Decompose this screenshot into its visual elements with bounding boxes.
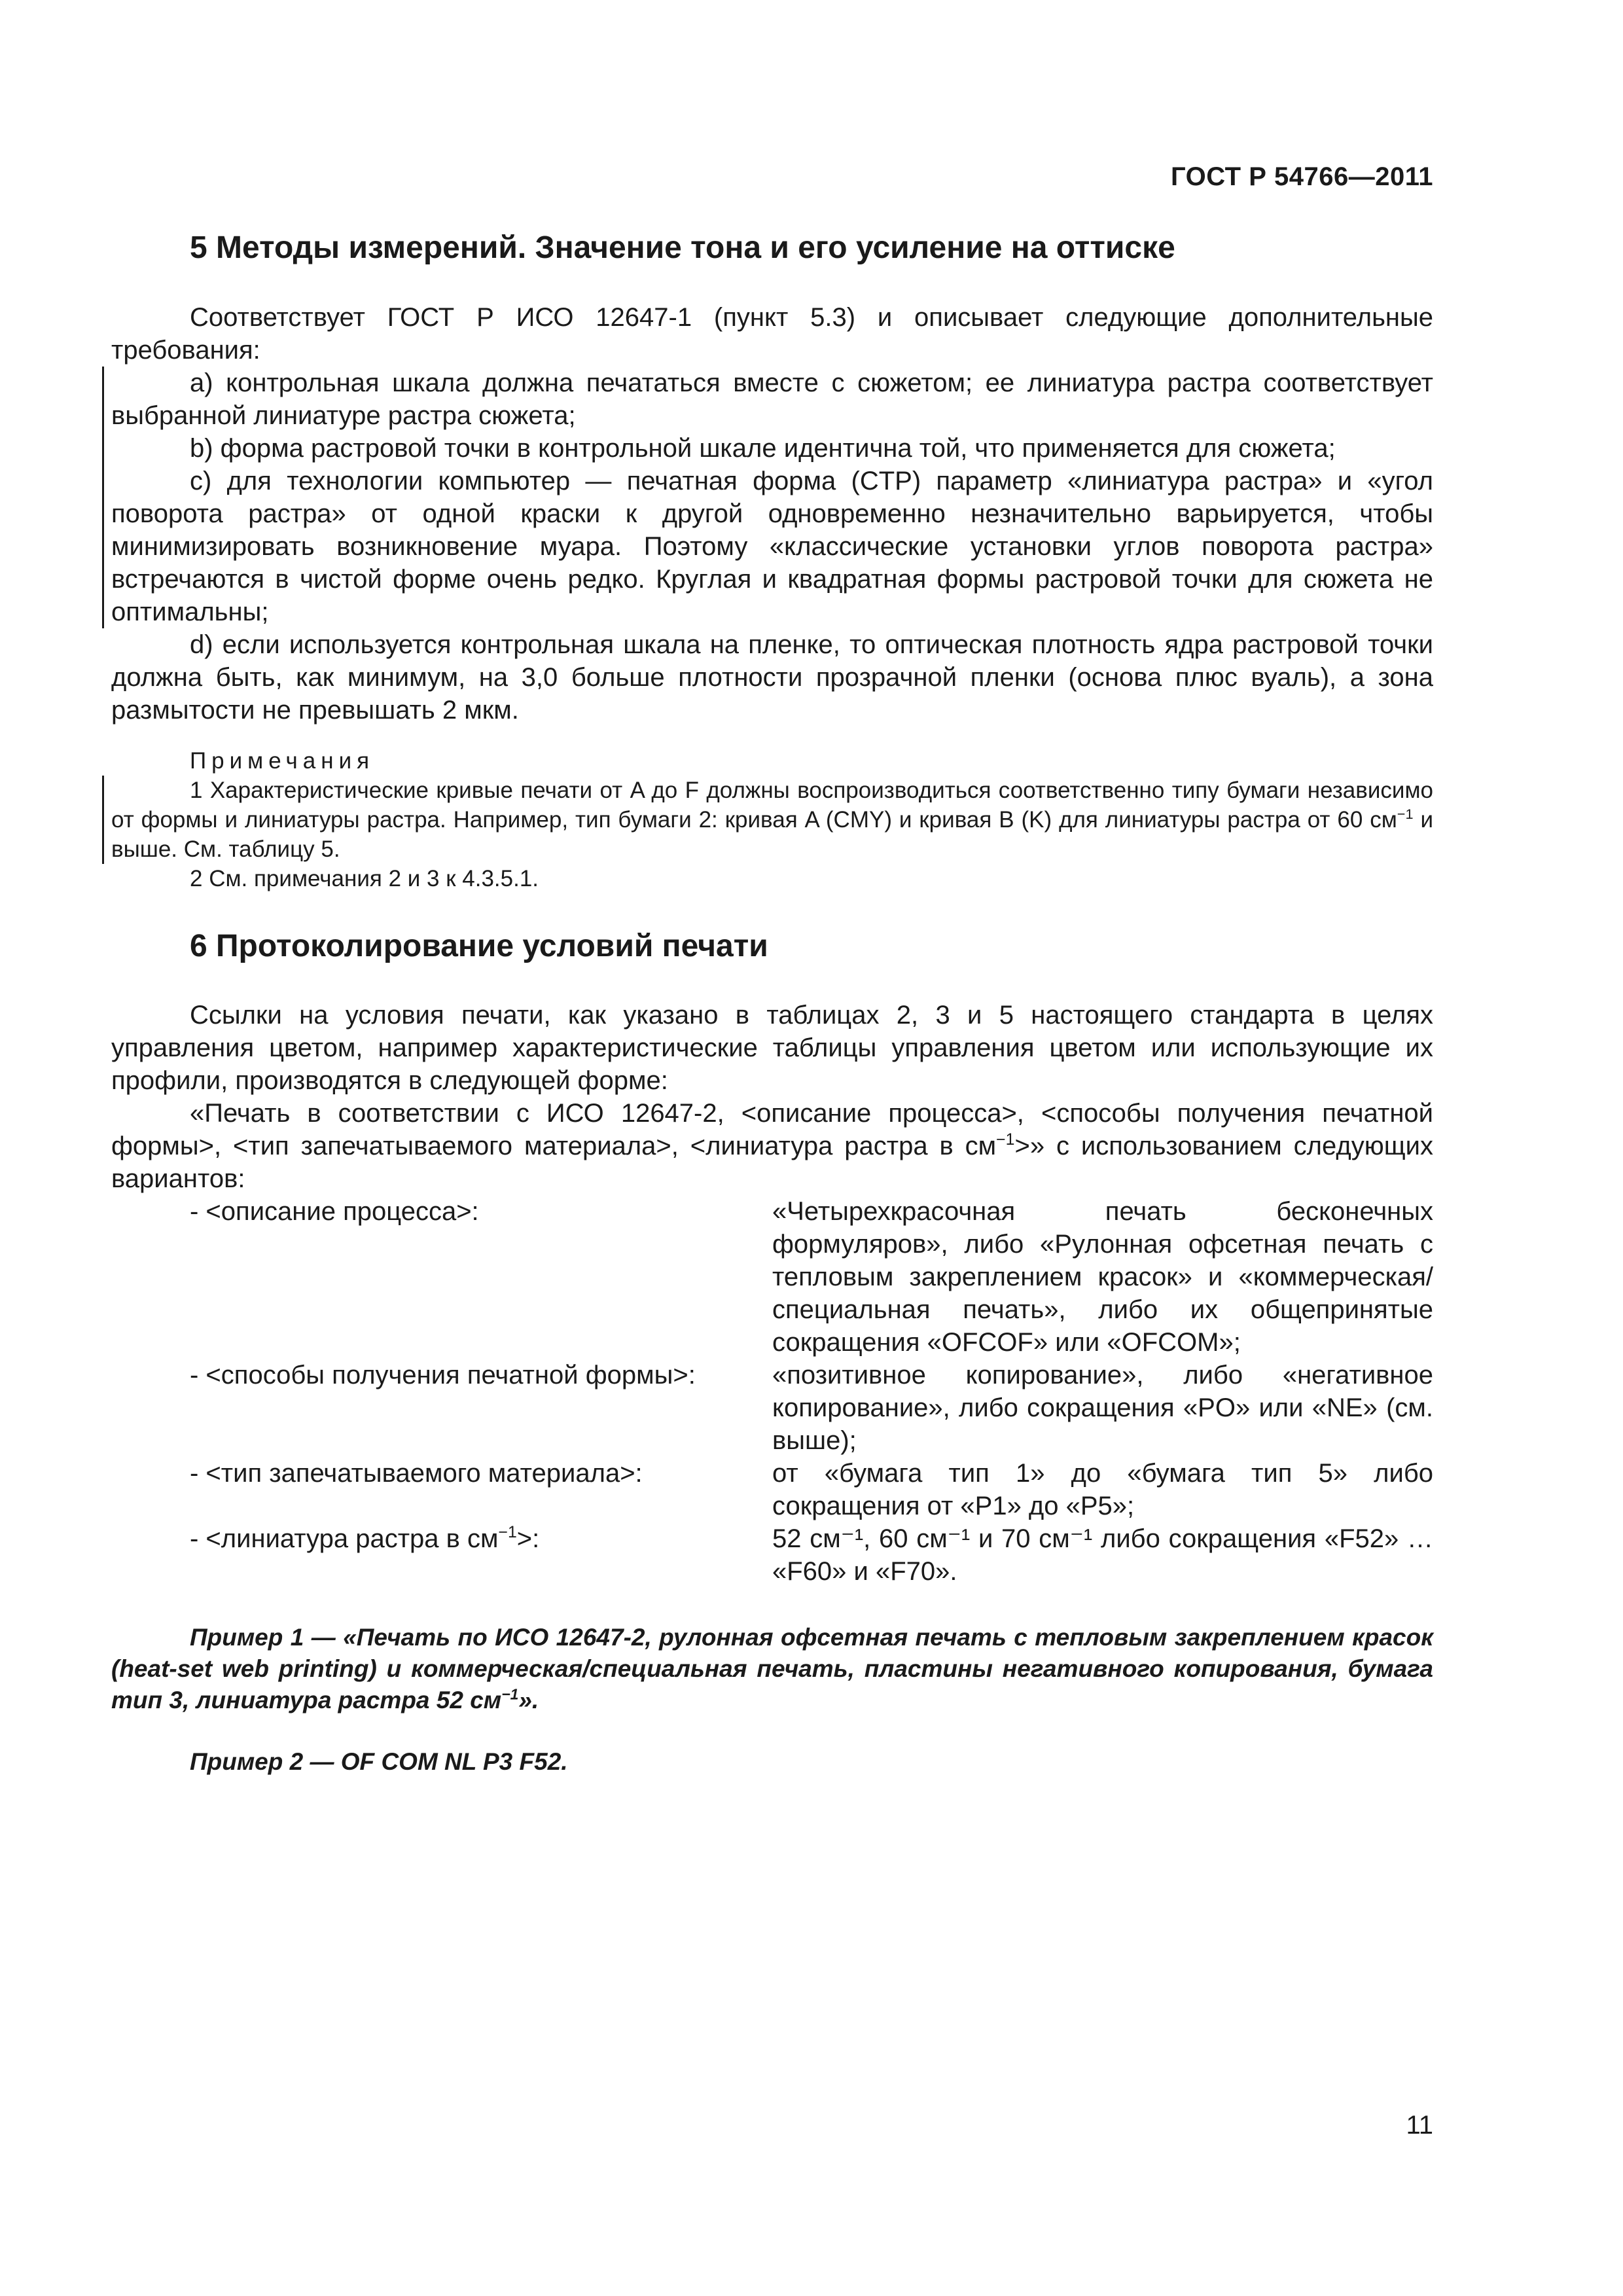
note-1-tail: и выше. См. таблицу 5. [111,806,1434,862]
example-1-text: Пример 1 — «Печать по ИСО 12647-2, рулонная офсетная печать с тепловым закреплением красок (heat-set web printing) и коммерческая/специальная печать, пластины негативного копирования, бумага тип 3, линиатура растра 52 см [111,1624,1433,1714]
para-2-text: «Печать в соответствии с ИСО 12647-2, <описание процесса>, <способы получения печатной формы>, <тип запечатываемого материала>, <линиатура растра в см [111,1099,1433,1161]
section-6-para-2 [111,1097,1433,1195]
doc-number-header: ГОСТ Р 54766—2011 [1171,162,1433,191]
option-name: - <описание процесса>: [190,1197,479,1227]
note-1-sup: −1 [1397,805,1414,822]
option-name: - <тип запечатываемого материала>: [190,1459,643,1488]
option-value: «позитивное копирование», либо «негативное копирование», либо сокращения «PO» или «NE» (см. выше); [772,1361,1433,1456]
revision-bar [102,367,104,628]
para-2-sup: −1 [996,1131,1015,1149]
section-6-title: 6 Протоколирование условий печати [190,928,768,963]
option-value: от «бумага тип 1» до «бумага тип 5» либо сокращения от «P1» до «P5»; [772,1459,1433,1521]
notes-block [111,746,1433,893]
section-6-para-1: Ссылки на условия печати, как указано в таблицах 2, 3 и 5 настоящего стандарта в целях управления цветом, например характеристические таблицы управления цветом или использующие их профили, производятся в следующей форме: [111,1001,1433,1096]
example-1-tail: ». [518,1687,539,1714]
section-5-intro: Соответствует ГОСТ Р ИСО 12647-1 (пункт 5.3) и описывает следующие дополнительные требования: [111,302,1433,365]
example-1 [111,1622,1433,1716]
item-c: c) для технологии компьютер — печатная форма (CTP) параметр «линиатура растра» и «угол поворота растра» от одной краски к другой одновременно незначительно варьируется, чтобы минимизировать возникновение муара. Поэтому «классические установки углов поворота растра» встречаются в чистой форме очень редко. Круглая и квадратная формы растровой точки для сюжета не оптимальны; [111,466,1433,626]
para-2-tail: >» с использованием следующих вариантов: [111,1132,1433,1194]
note-1 [111,776,1433,864]
option-value-4: 52 см⁻¹, 60 см⁻¹ и 70 см⁻¹ либо сокращения «F52» … «F60» и «F70». [772,1524,1433,1587]
notes-title: Примечания [190,747,375,774]
option-4-name-sup: −1 [498,1524,517,1542]
revision-bar [102,776,104,864]
option-name: - <способы получения печатной формы>: [190,1361,696,1390]
page-content [111,229,1433,1778]
example-1-sup: −1 [501,1685,519,1703]
item-d: d) если используется контрольная шкала на пленке, то оптическая плотность ядра растровой точки должна быть, как минимум, на 3,0 больше плотности прозрачной пленки (основа плюс вуаль), а зона размытости не превышать 2 мкм. [111,630,1433,725]
revision-block-1 [111,367,1433,628]
option-4-name-text: - <линиатура растра в см [190,1524,499,1554]
revision-block-2 [111,776,1433,864]
item-b: b) форма растровой точки в контрольной шкале идентична той, что применяется для сюжета; [190,433,1336,463]
example-2: Пример 2 — OF COM NL P3 F52. [190,1748,568,1776]
note-1-text: 1 Характеристические кривые печати от A до F должны воспроизводиться соответственно типу бумаги независимо от формы и линиатуры растра. Например, тип бумаги 2: кривая A (CMY) и кривая B (K) для линиатуры растра от 60 см [111,777,1433,833]
note-2: 2 См. примечания 2 и 3 к 4.3.5.1. [190,865,539,891]
item-a: а) контрольная шкала должна печататься вместе с сюжетом; ее линиатура растра соответствует выбранной линиатуре растра сюжета; [111,368,1433,430]
option-4-name-tail: >: [516,1524,540,1554]
option-value: «Четырехкрасочная печать бесконечных формуляров», либо «Рулонная офсетная печать с тепловым закреплением красок» и «коммерческая/специальная печать», либо их общепринятые сокращения «OFCOF» или «OFCOM»; [772,1197,1433,1357]
options-list [111,1195,1433,1588]
section-5-title: 5 Методы измерений. Значение тона и его усиление на оттиске [190,230,1175,265]
option-name-4 [111,1522,772,1588]
page-number: 11 [1406,2111,1433,2140]
